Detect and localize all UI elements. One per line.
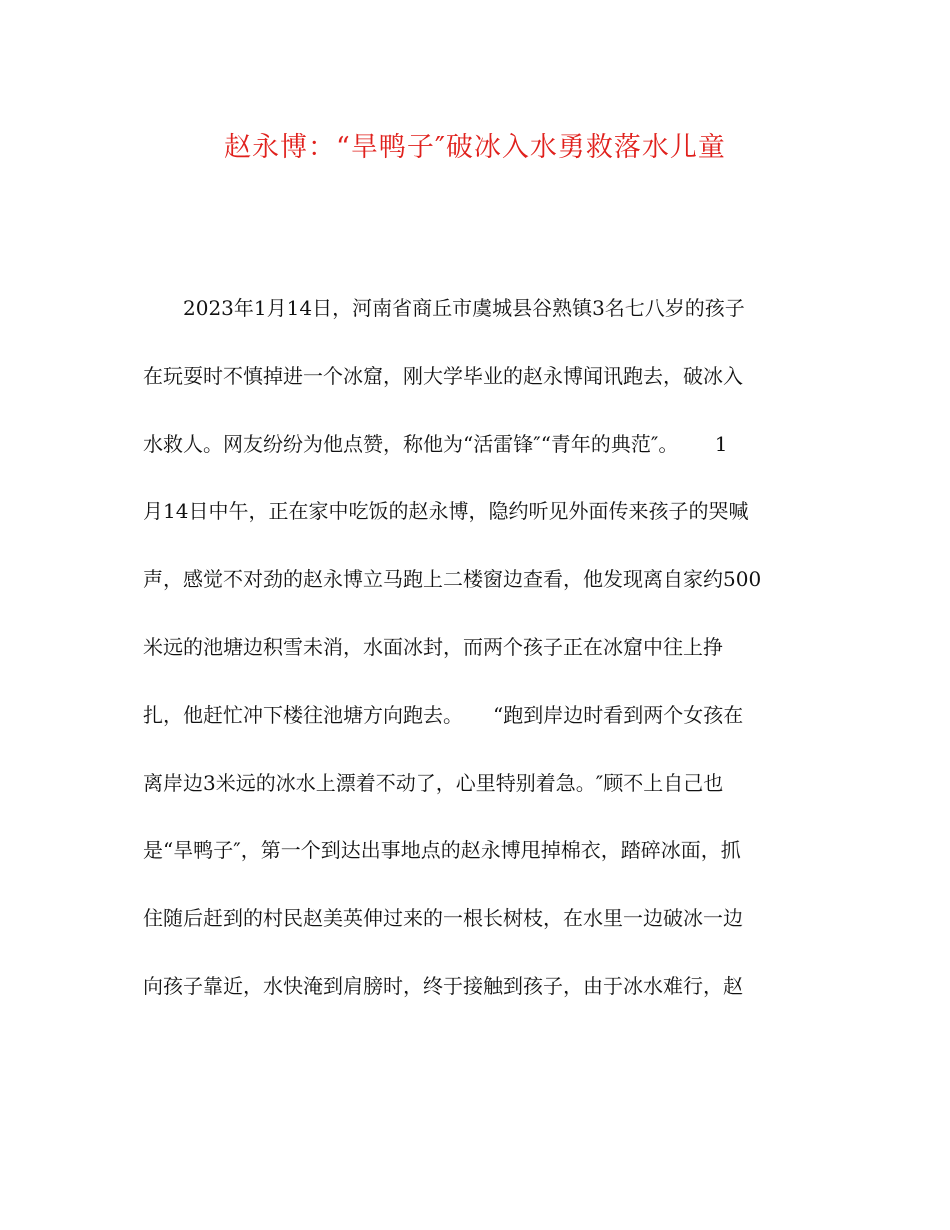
body-line: 住随后赶到的村民赵美英伸过来的一根长树枝，在水里一边破冰一边 (143, 906, 743, 931)
body-line: 2023年1月14日，河南省商丘市虞城县谷熟镇3名七八岁的孩子 (143, 296, 745, 320)
body-line: 水救人。网友纷纷为他点赞，称他为“活雷锋″“青年的典范″。 1 (143, 431, 728, 456)
body-line: 月14日中午，正在家中吃饭的赵永博，隐约听见外面传来孩子的哭喊 (143, 499, 749, 524)
body-line: 扎，他赶忙冲下楼往池塘方向跑去。 “跑到岸边时看到两个女孩在 (143, 702, 744, 727)
body-line: 声，感觉不对劲的赵永博立马跑上二楼窗边查看，他发现离自家约500 (143, 567, 762, 592)
document-title: 赵永博：“旱鸭子″破冰入水勇救落水儿童 (224, 132, 726, 163)
document-body (143, 287, 823, 1033)
body-line: 是“旱鸭子″，第一个到达出事地点的赵永博甩掉棉衣，踏碎冰面，抓 (143, 838, 741, 863)
body-line: 米远的池塘边积雪未消，水面冰封，而两个孩子正在冰窟中往上挣 (143, 634, 723, 659)
body-line: 离岸边3米远的冰水上漂着不动了，心里特别着急。″顾不上自己也 (143, 770, 724, 795)
body-line: 在玩耍时不慎掉进一个冰窟，刚大学毕业的赵永博闻讯跑去，破冰入 (143, 363, 743, 388)
body-line: 向孩子靠近，水快淹到肩膀时，终于接触到孩子，由于冰水难行，赵 (143, 973, 743, 998)
